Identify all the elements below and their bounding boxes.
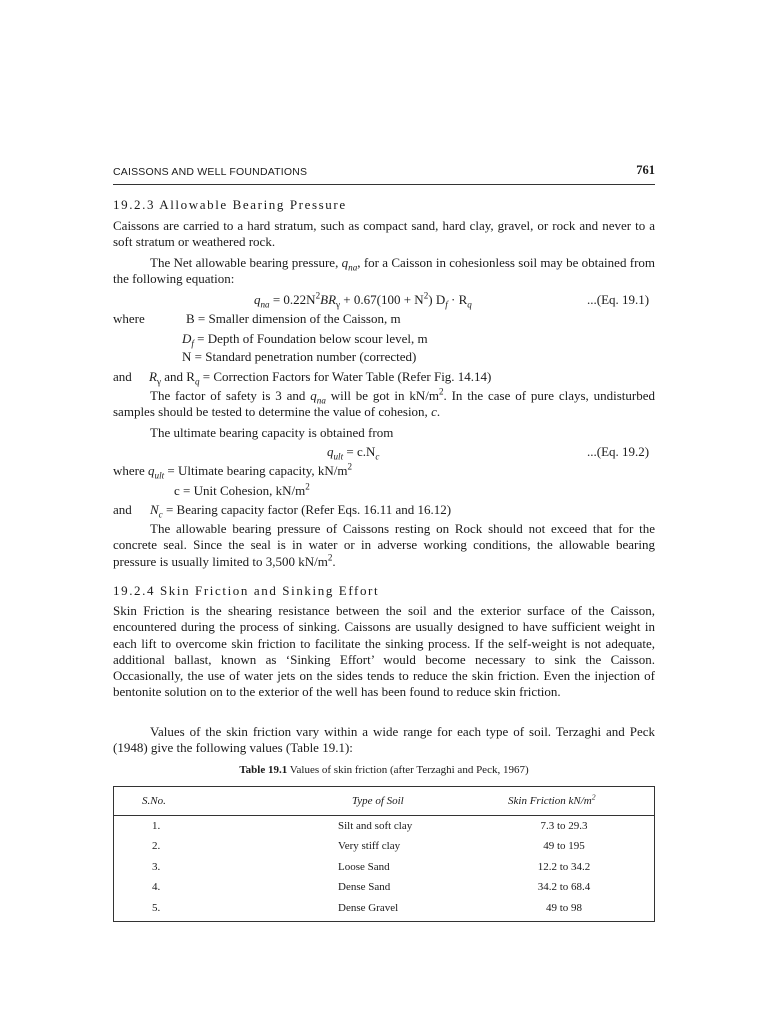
table-cell-soil: Very stiff clay xyxy=(338,840,401,852)
table-cell-soil: Dense Gravel xyxy=(338,902,399,914)
table-cell-friction: 49 to 195 xyxy=(543,840,585,852)
table-header-soil-type: Type of Soil xyxy=(352,795,404,807)
header-rule xyxy=(113,184,655,185)
section-heading-19-2-3: 19.2.3 Allowable Bearing Pressure xyxy=(113,197,347,212)
definition-nc: $N_c$ = Bearing capacity factor (Refer Eqs. 16.11 and 16.12) xyxy=(150,502,452,520)
table-cell-friction: 49 to 98 xyxy=(545,902,583,914)
paragraph-factor-of-safety: The factor of safety is 3 and $q_{na}$ will be got in $kN/m^2$. In the case of pure clays, undisturbed samples should be tested to determine the value of cohesion, c. xyxy=(113,386,656,420)
table-cell-sno: 3. xyxy=(152,861,161,873)
table-cell-friction: 7.3 to 29.3 xyxy=(540,820,588,832)
table-cell-sno: 1. xyxy=(152,820,161,832)
definition-b: B = Smaller dimension of the Caisson, m xyxy=(186,311,401,326)
section-heading-19-2-4: 19.2.4 Skin Friction and Sinking Effort xyxy=(113,583,380,598)
table-cell-soil: Silt and soft clay xyxy=(338,820,413,832)
table-caption: Table 19.1 Values of skin friction (after Terzaghi and Peck, 1967) xyxy=(239,764,529,776)
definition-c: c = Unit Cohesion, $kN/m^2$ xyxy=(174,481,310,498)
paragraph-net-allowable: The Net allowable bearing pressure, $q_{na}$, for a Caisson in cohesionless soil may be obtained from the following equation: xyxy=(113,255,656,287)
table-cell-sno: 5. xyxy=(152,902,161,914)
and-label-1: and xyxy=(113,369,132,384)
page-number: 761 xyxy=(636,163,655,177)
table-cell-soil: Dense Sand xyxy=(338,881,391,893)
table-cell-soil: Loose Sand xyxy=(338,861,390,873)
skin-friction-table xyxy=(113,786,655,922)
table-header-sno: S.No. xyxy=(142,795,166,807)
table-cell-sno: 4. xyxy=(152,881,161,893)
equation-19-1: $q_{na} = 0.22N^2BR_\gamma + 0.67(100 + N^2) D_f \cdot R_q$ xyxy=(254,290,472,310)
table-header-skin-friction: Skin Friction $kN/m^2$ xyxy=(508,792,596,807)
table-cell-friction: 12.2 to 34.2 xyxy=(537,861,591,873)
table-cell-friction: 34.2 to 68.4 xyxy=(537,881,591,893)
definition-r: $R_\gamma$ and $R_q$ = Correction Factors for Water Table (Refer Fig. 14.14) xyxy=(149,369,492,387)
equation-19-2: $q_{ult} = c.N_c$ xyxy=(327,444,380,462)
paragraph-ultimate: The ultimate bearing capacity is obtained from xyxy=(150,425,394,440)
definition-n: N = Standard penetration number (corrected) xyxy=(182,349,417,364)
table-cell-sno: 2. xyxy=(152,840,161,852)
and-label-2: and xyxy=(113,502,132,517)
paragraph-skin-friction-values: Values of the skin friction vary within a wide range for each type of soil. Terzaghi and Peck (1948) give the following values (Table 19.1): xyxy=(113,724,655,756)
paragraph-skin-friction: Skin Friction is the shearing resistance between the soil and the exterior surface of the Caisson, encountered during the process of sinking. Caissons are usually designed to have sufficient weight in each lift to overcome skin friction to facilitate the sinking process. If the self-weight is not adequate, additional ballast, known as ‘Sinking Effort’ would become necessary to sink the Caisson. Occasionally, the use of water jets on the sides tends to reduce the skin friction. Even the injection of bentonite solution on to the exterior of the well has been found to reduce skin friction. xyxy=(113,603,655,700)
paragraph-rock-bearing: The allowable bearing pressure of Caissons resting on Rock should not exceed that for the concrete seal. Since the seal is in water or in adverse working conditions, the allowable bearing pressure is usually limited to 3,500 $kN/m^2$. xyxy=(113,521,655,569)
paragraph-caisson-stratum: Caissons are carried to a hard stratum, such as compact sand, hard clay, gravel, or rock and never to a soft stratum or weathered rock. xyxy=(113,218,655,250)
equation-19-2-ref: ...(Eq. 19.2) xyxy=(587,444,650,459)
equation-19-1-ref: ...(Eq. 19.1) xyxy=(587,292,650,307)
running-header: CAISSONS AND WELL FOUNDATIONS xyxy=(113,166,308,178)
definition-qult: where $q_{ult}$ = Ultimate bearing capacity, $kN/m^2$ xyxy=(113,461,353,481)
where-label: where xyxy=(113,311,145,326)
definition-df: $D_f$ = Depth of Foundation below scour level, m xyxy=(182,331,428,349)
table-header-rule xyxy=(114,815,654,816)
